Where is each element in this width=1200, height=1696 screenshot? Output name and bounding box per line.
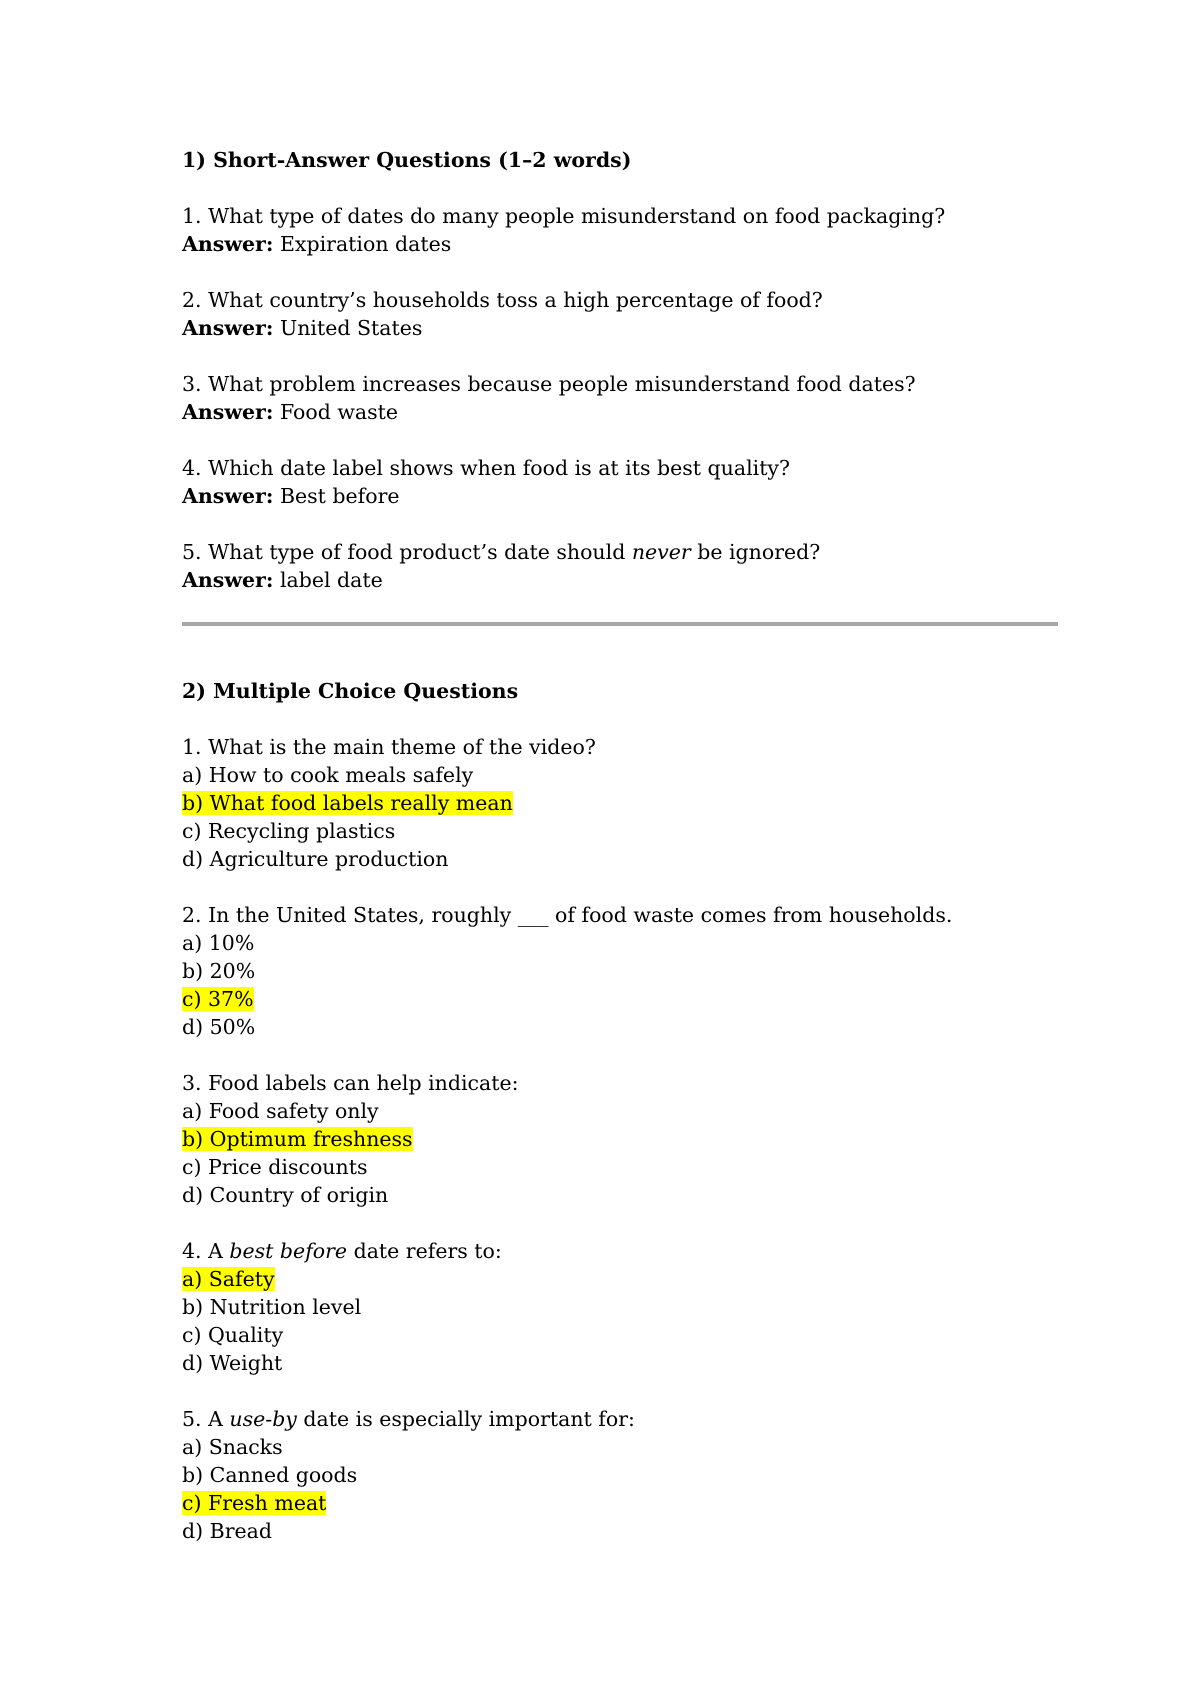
answer-label: Answer: [182,484,274,508]
option-text: d) Country of origin [182,1183,389,1207]
mc-question-1: 1. What is the main theme of the video? [182,735,596,759]
answer-label: Answer: [182,400,274,424]
mc-option [182,1294,361,1320]
mc-option-correct [182,1126,413,1152]
short-answer-question-2: 2. What country’s households toss a high percentage of food? [182,288,823,312]
question-emphasis: best before [229,1239,348,1263]
option-text: d) Weight [182,1351,283,1375]
answer-text: Best before [279,484,400,508]
question-text: 5. A [182,1407,230,1431]
short-answer-question-4: 4. Which date label shows when food is at its best quality? [182,456,791,480]
option-text-highlighted: a) Safety [182,1267,275,1291]
option-text-highlighted: b) What food labels really mean [182,791,513,815]
answer-label: Answer: [182,568,274,592]
option-text: b) Canned goods [182,1463,358,1487]
mc-option-correct [182,790,513,816]
answer-text: label date [279,568,383,592]
answer-text: Expiration dates [279,232,452,256]
mc-question-4 [182,1238,502,1264]
question-text: be ignored? [690,540,821,564]
short-answer-question-5 [182,539,820,565]
short-answer-answer-4 [182,483,400,509]
mc-question-5 [182,1406,635,1432]
mc-option [182,958,255,984]
question-text: 4. A [182,1239,230,1263]
mc-option [182,1182,388,1208]
section-2-heading: 2) Multiple Choice Questions [182,679,519,703]
option-text: a) 10% [182,931,255,955]
mc-option [182,1154,367,1180]
mc-option-correct [182,1266,275,1292]
option-text-highlighted: c) Fresh meat [182,1491,327,1515]
short-answer-question-3: 3. What problem increases because people misunderstand food dates? [182,372,916,396]
option-text: a) Snacks [182,1435,283,1459]
mc-option [182,1350,282,1376]
option-text: c) Recycling plastics [182,819,396,843]
question-text: date is especially important for: [296,1407,635,1431]
option-text-highlighted: c) 37% [182,987,254,1011]
option-text: c) Quality [182,1323,284,1347]
mc-question-2: 2. In the United States, roughly ___ of food waste comes from households. [182,903,953,927]
option-text: b) Nutrition level [182,1295,362,1319]
mc-option [182,762,473,788]
short-answer-answer-5 [182,567,383,593]
mc-option [182,930,254,956]
mc-option [182,846,448,872]
question-text: date refers to: [347,1239,502,1263]
mc-option [182,1322,283,1348]
mc-option [182,1434,283,1460]
option-text: a) How to cook meals safely [182,763,474,787]
question-text: 5. What type of food product’s date should [182,540,632,564]
short-answer-answer-1 [182,231,451,257]
option-text: d) 50% [182,1015,256,1039]
mc-option [182,1014,255,1040]
mc-option [182,818,395,844]
answer-label: Answer: [182,316,274,340]
mc-option-correct [182,986,254,1012]
option-text: b) 20% [182,959,256,983]
short-answer-question-1: 1. What type of dates do many people misunderstand on food packaging? [182,204,946,228]
option-text: a) Food safety only [182,1099,379,1123]
section-1-heading: 1) Short-Answer Questions (1–2 words) [182,148,632,172]
option-text-highlighted: b) Optimum freshness [182,1127,413,1151]
option-text: d) Agriculture production [182,847,449,871]
short-answer-answer-2 [182,315,422,341]
question-emphasis: use-by [229,1407,297,1431]
answer-label: Answer: [182,232,274,256]
answer-text: United States [279,316,423,340]
answer-text: Food waste [279,400,399,424]
question-emphasis: never [631,540,691,564]
short-answer-answer-3 [182,399,398,425]
mc-option [182,1098,379,1124]
option-text: d) Bread [182,1519,272,1543]
option-text: c) Price discounts [182,1155,368,1179]
mc-question-3: 3. Food labels can help indicate: [182,1071,519,1095]
mc-option [182,1462,357,1488]
mc-option [182,1518,272,1544]
section-divider [182,622,1058,626]
mc-option-correct [182,1490,326,1516]
